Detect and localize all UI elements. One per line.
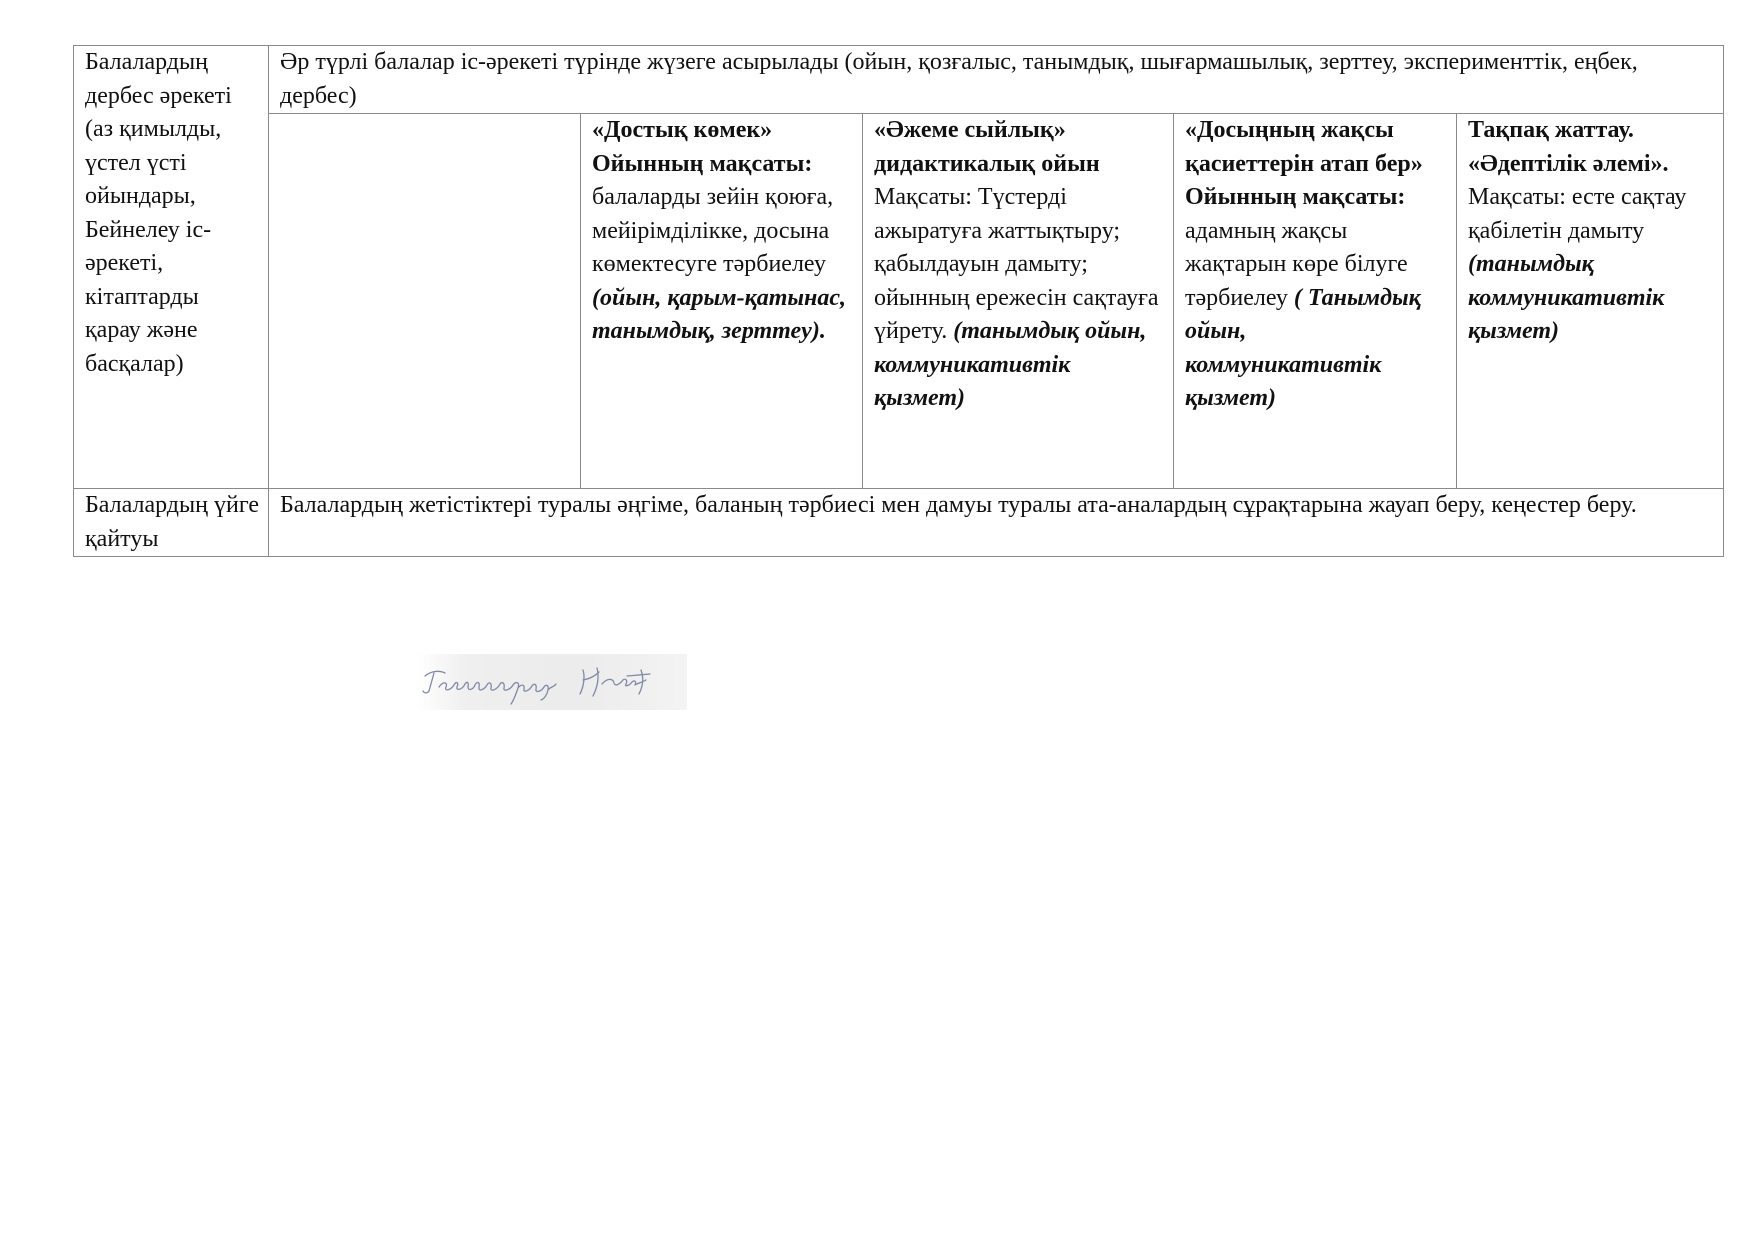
game-text: Мақсаты: Түстерді ажыратуға жаттықтыру; қабылдауын дамыту; ойынның ережесін сақтауға үйрету. [874, 184, 1159, 344]
game-text: Мақсаты: есте сақтау қабілетін дамыту [1468, 184, 1687, 244]
game-activity: (танымдық коммуникативтік қызмет) [1468, 251, 1665, 344]
game-title: «Досыңның жақсы қасиеттерін атап бер» Ойынның мақсаты: [1185, 117, 1423, 210]
game-title: «Әжеме сыйлық» дидактикалық ойын [874, 117, 1100, 177]
row-label-text: Балалардың дербес әрекеті (аз қимылды, үстел үсті ойындары, Бейнелеу іс-әрекеті, кітаптарды қарау және басқалар) [85, 49, 232, 377]
activity-intro-cell [269, 46, 1724, 114]
game-activity: (танымдық ойын, коммуникативтік қызмет) [874, 318, 1147, 411]
daily-plan-table [73, 45, 1724, 557]
signature-stamp [417, 654, 687, 710]
row-label-text: Балалардың үйге қайтуы [85, 492, 259, 552]
row-label-independent-activity [74, 46, 269, 489]
table-row [74, 114, 1724, 489]
game-text: балаларды зейін қоюға, мейірімділікке, досына көмектесуге тәрбиелеу [592, 184, 834, 277]
game-cell-dostyk-komek [581, 114, 863, 489]
activity-intro-text: Әр түрлі балалар іс-әрекеті түрінде жүзеге асырылады (ойын, қозғалыс, танымдық, шығармашылық, зерттеу, эксперименттік, еңбек, дербес) [280, 49, 1638, 109]
going-home-cell [269, 489, 1724, 557]
game-cell-azheme-syilyk [863, 114, 1174, 489]
game-title: «Достық көмек» [592, 117, 773, 143]
going-home-text: Балалардың жетістіктері туралы әңгіме, баланың тәрбиесі мен дамуы туралы ата-аналардың сұрақтарына жауап беру, кеңестер беру. [280, 492, 1637, 518]
row-label-going-home [74, 489, 269, 557]
game-cell-dosynnyn-qasietteri [1174, 114, 1457, 489]
game-title: Тақпақ жаттау. «Әдептілік әлемі». [1468, 117, 1669, 177]
table-row [74, 46, 1724, 114]
game-activity: ( Танымдық ойын, коммуникативтік қызмет) [1185, 284, 1421, 411]
game-text: адамның жақсы жақтарын көре білуге тәрбиелеу [1185, 217, 1408, 311]
game-activity: (ойын, қарым-қатынас, танымдық, зерттеу). [592, 284, 847, 344]
empty-cell [269, 114, 581, 489]
game-goal-label: Ойынның мақсаты: [592, 150, 813, 177]
table-row [74, 489, 1724, 557]
handwritten-signature [417, 654, 687, 710]
game-cell-taqpaq-zhattau [1457, 114, 1724, 489]
